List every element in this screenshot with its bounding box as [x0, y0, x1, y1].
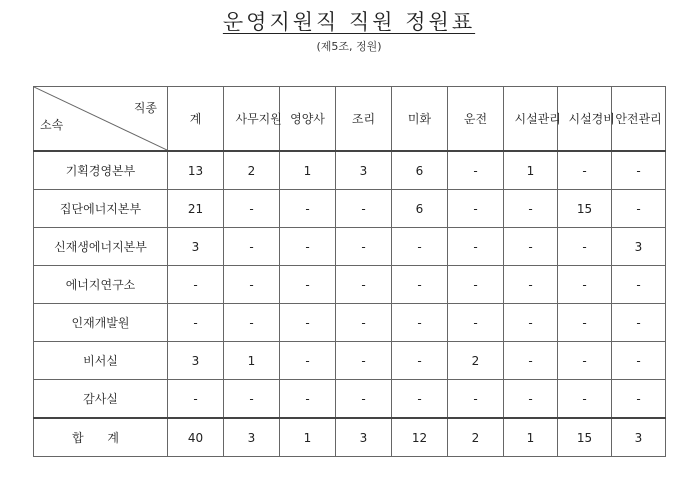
header-safety-management: 안전관리	[612, 87, 666, 152]
cell-cooking: -	[336, 342, 392, 380]
cell-office-support: 2	[224, 151, 280, 190]
cell-cooking: 3	[336, 151, 392, 190]
cell-driving: -	[448, 190, 504, 228]
cell-total: 3	[168, 228, 224, 266]
table-row	[34, 151, 666, 190]
cell-dietitian: -	[280, 342, 336, 380]
cell-safety-management: -	[612, 190, 666, 228]
total-facility-security: 15	[558, 418, 612, 457]
cell-cleaning: -	[392, 342, 448, 380]
cell-facility-management: 1	[504, 151, 558, 190]
header-department-label: 소속	[40, 118, 64, 132]
staffing-table	[33, 86, 666, 457]
cell-facility-management: -	[504, 342, 558, 380]
cell-safety-management: 3	[612, 228, 666, 266]
cell-safety-management: -	[612, 151, 666, 190]
table-row	[34, 266, 666, 304]
cell-office-support: 1	[224, 342, 280, 380]
table-row	[34, 342, 666, 380]
cell-cooking: -	[336, 266, 392, 304]
cell-total: -	[168, 266, 224, 304]
total-driving: 2	[448, 418, 504, 457]
cell-facility-security: 15	[558, 190, 612, 228]
total-row	[34, 418, 666, 457]
document-subtitle: (제5조, 정원)	[316, 40, 382, 53]
header-row	[34, 87, 666, 152]
cell-facility-management: -	[504, 228, 558, 266]
total-cooking: 3	[336, 418, 392, 457]
table-row	[34, 190, 666, 228]
department-name-cell: 비서실	[34, 342, 168, 380]
cell-cooking: -	[336, 304, 392, 342]
cell-facility-security: -	[558, 266, 612, 304]
cell-dietitian: -	[280, 190, 336, 228]
cell-safety-management: -	[612, 304, 666, 342]
header-office-support: 사무지원	[224, 87, 280, 152]
header-facility-security: 시설경비	[558, 87, 612, 152]
cell-office-support: -	[224, 190, 280, 228]
cell-facility-management: -	[504, 190, 558, 228]
table-row	[34, 304, 666, 342]
header-corner-cell	[34, 87, 168, 152]
department-name-cell: 집단에너지본부	[34, 190, 168, 228]
cell-total: 13	[168, 151, 224, 190]
header-job-type-label: 직종	[133, 101, 157, 115]
cell-driving: 2	[448, 342, 504, 380]
cell-dietitian: -	[280, 380, 336, 419]
cell-dietitian: -	[280, 228, 336, 266]
cell-total: 21	[168, 190, 224, 228]
department-name-cell: 감사실	[34, 380, 168, 419]
header-cleaning: 미화	[392, 87, 448, 152]
total-row-label: 합 계	[34, 418, 168, 457]
cell-total: 3	[168, 342, 224, 380]
header-cooking: 조리	[336, 87, 392, 152]
department-name-cell: 에너지연구소	[34, 266, 168, 304]
cell-safety-management: -	[612, 266, 666, 304]
total-dietitian: 1	[280, 418, 336, 457]
cell-facility-management: -	[504, 266, 558, 304]
cell-driving: -	[448, 151, 504, 190]
cell-driving: -	[448, 380, 504, 419]
cell-cleaning: -	[392, 304, 448, 342]
cell-safety-management: -	[612, 342, 666, 380]
total-total: 40	[168, 418, 224, 457]
header-facility-management: 시설관리	[504, 87, 558, 152]
cell-facility-security: -	[558, 228, 612, 266]
total-safety-management: 3	[612, 418, 666, 457]
cell-cooking: -	[336, 228, 392, 266]
total-cleaning: 12	[392, 418, 448, 457]
cell-cleaning: 6	[392, 151, 448, 190]
cell-driving: -	[448, 228, 504, 266]
cell-office-support: -	[224, 228, 280, 266]
cell-dietitian: -	[280, 304, 336, 342]
cell-facility-security: -	[558, 151, 612, 190]
cell-total: -	[168, 304, 224, 342]
cell-driving: -	[448, 266, 504, 304]
cell-facility-security: -	[558, 304, 612, 342]
cell-driving: -	[448, 304, 504, 342]
cell-cooking: -	[336, 190, 392, 228]
cell-total: -	[168, 380, 224, 419]
cell-facility-security: -	[558, 380, 612, 419]
cell-safety-management: -	[612, 380, 666, 419]
department-name-cell: 신재생에너지본부	[34, 228, 168, 266]
total-office-support: 3	[224, 418, 280, 457]
cell-cooking: -	[336, 380, 392, 419]
department-name-cell: 기획경영본부	[34, 151, 168, 190]
cell-cleaning: -	[392, 266, 448, 304]
cell-facility-security: -	[558, 342, 612, 380]
cell-cleaning: 6	[392, 190, 448, 228]
cell-office-support: -	[224, 266, 280, 304]
cell-facility-management: -	[504, 304, 558, 342]
cell-cleaning: -	[392, 228, 448, 266]
department-name-cell: 인재개발원	[34, 304, 168, 342]
table-row	[34, 380, 666, 419]
document-title: 운영지원직 직원 정원표	[222, 10, 476, 34]
cell-office-support: -	[224, 304, 280, 342]
total-facility-management: 1	[504, 418, 558, 457]
cell-dietitian: 1	[280, 151, 336, 190]
header-dietitian: 영양사	[280, 87, 336, 152]
cell-facility-management: -	[504, 380, 558, 419]
cell-office-support: -	[224, 380, 280, 419]
header-total: 계	[168, 87, 224, 152]
cell-dietitian: -	[280, 266, 336, 304]
header-driving: 운전	[448, 87, 504, 152]
table-row	[34, 228, 666, 266]
cell-cleaning: -	[392, 380, 448, 419]
